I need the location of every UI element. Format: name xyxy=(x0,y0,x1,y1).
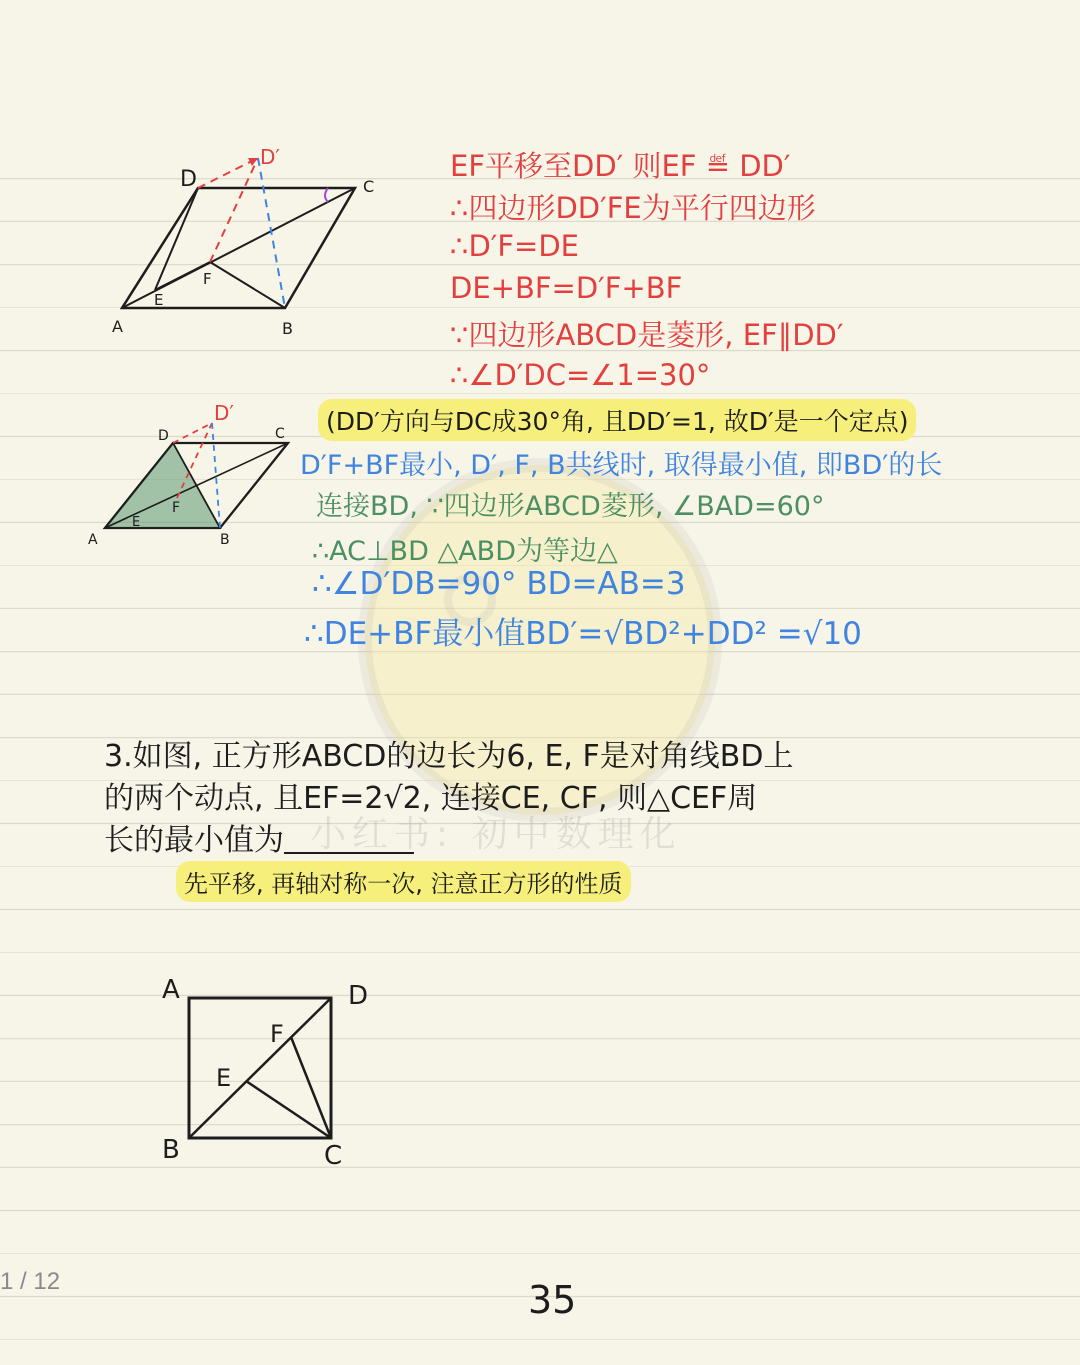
proof-line-5: ∵四边形ABCD是菱形, EF∥DD′ xyxy=(450,318,844,352)
label-d: D xyxy=(348,981,369,1011)
proof-line-6: ∴∠D′DC=∠1=30° xyxy=(450,358,711,392)
label-a: A xyxy=(162,975,180,1005)
green-line-1: 连接BD, ∵四边形ABCD菱形, ∠BAD=60° xyxy=(316,491,825,522)
highlight-hint: 先平移, 再轴对称一次, 注意正方形的性质 xyxy=(176,861,631,902)
blue-line-result: ∴DE+BF最小值BD′=√BD²+DD² =√10 xyxy=(304,616,862,652)
highlight-note-1: (DD′方向与DC成30°角, 且DD′=1, 故D′是一个定点) xyxy=(318,399,916,441)
watermark-text: 小红书: 初中数理化 xyxy=(310,814,682,855)
green-line-2: ∴AC⊥BD △ABD为等边△ xyxy=(312,536,618,567)
label-d: D xyxy=(158,428,169,444)
label-a: A xyxy=(88,532,98,548)
label-c: C xyxy=(324,1141,343,1170)
label-b: B xyxy=(220,532,230,548)
page-indicator: 1 / 12 xyxy=(0,1268,61,1295)
proof-line-4: DE+BF=D′F+BF xyxy=(450,271,683,305)
proof-line-2: ∴四边形DD′FE为平行四边形 xyxy=(450,191,816,225)
label-c: C xyxy=(363,177,375,196)
label-f: F xyxy=(172,500,181,516)
label-d: D xyxy=(180,167,197,192)
label-e: E xyxy=(216,1064,232,1092)
label-b: B xyxy=(162,1135,180,1165)
label-d-prime: D′ xyxy=(214,401,234,425)
problem3-line-1: 3.如图, 正方形ABCD的边长为6, E, F是对角线BD上 xyxy=(104,739,794,774)
blue-line-angle: ∴∠D′DB=90° BD=AB=3 xyxy=(312,566,686,602)
blue-line-min-condition: D′F+BF最小, D′, F, B共线时, 取得最小值, 即BD′的长 xyxy=(300,450,943,481)
label-c: C xyxy=(275,426,285,442)
label-e: E xyxy=(154,291,164,309)
label-d-prime: D′ xyxy=(260,145,280,169)
problem3-line-3-text: 长的最小值为 xyxy=(104,823,284,858)
label-b: B xyxy=(282,319,293,338)
proof-line-1: EF平移至DD′ 则EF ≝ DD′ xyxy=(450,149,791,183)
rhombus-diagram-2 xyxy=(80,398,310,548)
rhombus-diagram-1 xyxy=(100,140,420,340)
square-diagram xyxy=(150,970,390,1170)
label-e: E xyxy=(132,515,141,530)
problem3-line-3 xyxy=(104,815,414,859)
page-number: 35 xyxy=(528,1278,577,1322)
label-f: F xyxy=(203,270,212,288)
problem3-line-2: 的两个动点, 且EF=2√2, 连接CE, CF, 则△CEF周 xyxy=(104,781,758,816)
answer-blank xyxy=(284,824,414,854)
proof-line-3: ∴D′F=DE xyxy=(450,229,579,263)
label-f: F xyxy=(270,1020,284,1048)
label-a: A xyxy=(112,317,123,336)
